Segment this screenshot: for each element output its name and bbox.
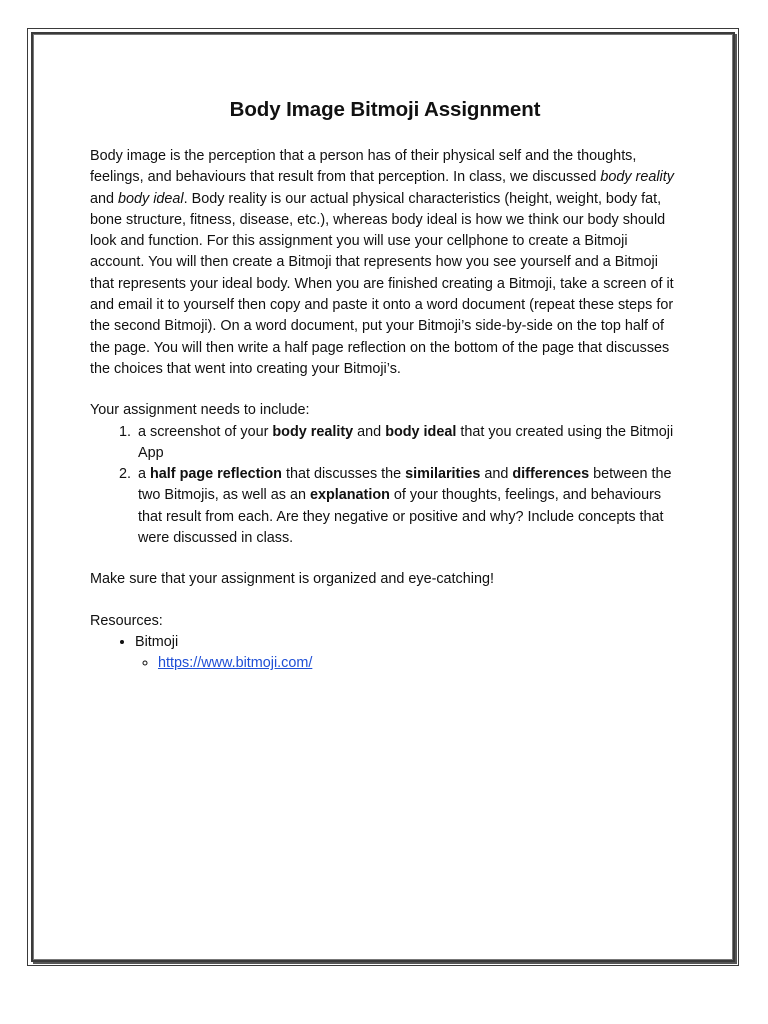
intro-text-3: . Body reality is our actual physical characteristics (height, weight, body fat, bone structure, fitness, disease, etc.), whereas body ideal is how we think our body should look and function. For this assignment you will use your cellphone to create a Bitmoji account. You will then create a Bitmoji that represents how you see yourself and a Bitmoji that represents your ideal body. When you are finished creating a Bitmoji, take a screen of it and email it to yourself then copy and paste it onto a word document (repeat these steps for the second Bitmoji). On a word document, put your Bitmoji’s side-by-side on the top half of the page. You will then write a half page reflection on the bottom of the page that discusses the choices that went into creating your Bitmoji’s. <box>90 190 674 377</box>
resource-item-label: Bitmoji <box>135 633 179 650</box>
page-title: Body Image Bitmoji Assignment <box>229 98 541 121</box>
intro-emphasis-body-reality: body reality <box>600 169 674 186</box>
requirement-item-2 <box>135 464 680 549</box>
req1-bold-body-reality: body reality <box>272 423 354 440</box>
resource-link-item <box>158 653 680 674</box>
req2-bold-similarities: similarities <box>405 466 481 483</box>
bitmoji-link[interactable]: https://www.bitmoji.com/ <box>158 655 313 672</box>
requirements-heading: Your assignment needs to include: <box>90 402 310 419</box>
req1-text-1: a screenshot of your <box>138 423 273 440</box>
intro-paragraph <box>90 146 680 380</box>
resource-item-bitmoji <box>135 632 680 675</box>
req2-bold-explanation: explanation <box>309 487 390 504</box>
spacer <box>90 380 680 400</box>
req2-bold-differences: differences <box>512 466 590 483</box>
resource-sublist <box>135 653 680 674</box>
resources-list <box>90 632 680 675</box>
intro-text-1: Body image is the perception that a person has of their physical self and the thoughts, feelings, and behaviours that result from that perception. In class, we discussed <box>90 148 637 186</box>
intro-emphasis-body-ideal: body ideal <box>118 190 184 207</box>
req1-bold-body-ideal: body ideal <box>385 423 457 440</box>
closing-statement: Make sure that your assignment is organized and eye-catching! <box>90 571 494 588</box>
req2-text-2: that discusses the <box>281 466 406 483</box>
req2-text-4: between the two Bitmojis, as well as an <box>138 466 672 504</box>
req1-text-2: and <box>353 423 386 440</box>
spacer <box>90 591 680 611</box>
req2-text-3: and <box>480 466 513 483</box>
req2-text-5: of your thoughts, feelings, and behaviours that result from each. Are they negative or positive and why? Include concepts that were discussed in class. <box>138 487 664 547</box>
document-body <box>90 92 680 675</box>
req1-text-3: that you created using the Bitmoji App <box>138 423 674 461</box>
requirements-list <box>90 422 680 550</box>
resources-heading: Resources: <box>90 612 163 629</box>
intro-text-2: and <box>90 190 119 207</box>
spacer <box>90 549 680 569</box>
requirement-item-1 <box>135 422 680 465</box>
req2-text-1: a <box>138 466 151 483</box>
req2-bold-half-page-reflection: half page reflection <box>150 466 282 483</box>
